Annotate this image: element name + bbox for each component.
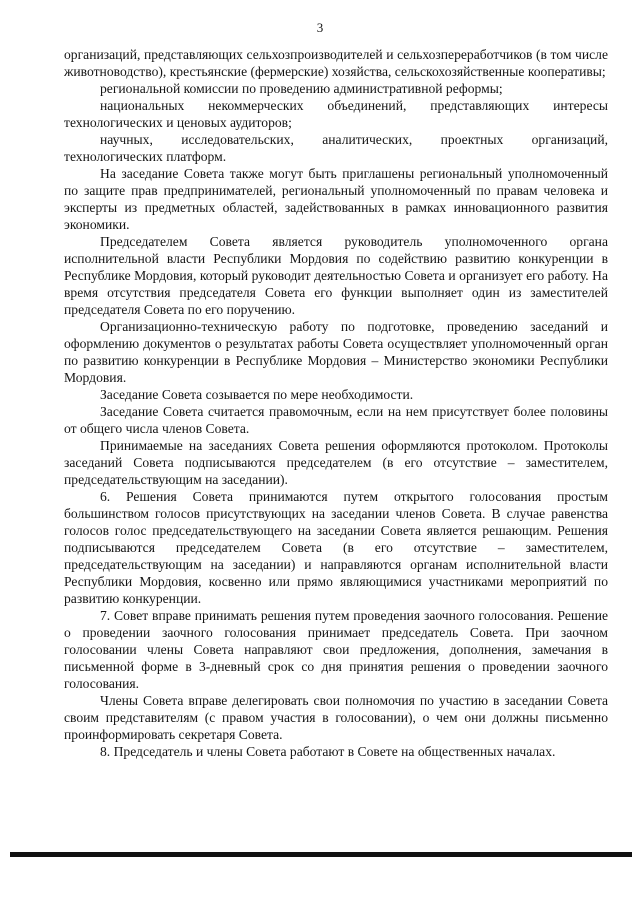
paragraph: 8. Председатель и члены Совета работают в Совете на общественных началах. [100, 744, 556, 759]
document-body [64, 46, 608, 760]
paragraph: Заседание Совета созывается по мере необходимости. [100, 387, 414, 402]
paragraph: региональной комиссии по проведению административной реформы; [100, 81, 503, 96]
paragraph: Принимаемые на заседаниях Совета решения оформляются протоколом. Протоколы заседаний Совета подписываются председателем (в его отсутствие – заместителем, председательствующим на заседании). [64, 438, 608, 487]
paragraph: национальных некоммерческих объединений, представляющих интересы технологических и ценовых аудиторов; [64, 98, 608, 130]
paragraph: Председателем Совета является руководитель уполномоченного органа исполнительной власти Республики Мордовия по содействию развитию конкуренции в Республике Мордовия, который руководит деятельностью Совета и организует его работу. На время отсутствия председателя Совета его функции выполняет один из заместителей председателя Совета по его поручению. [64, 234, 608, 317]
paragraph: 6. Решения Совета принимаются путем открытого голосования простым большинством голосов присутствующих на заседании членов Совета. В случае равенства голосов голос председательствующего на заседании Совета является решающим. Решения подписываются председателем Совета (в его отсутствие – заместителем, председательствующим на заседании) и направляются органам исполнительной власти Республики Мордовия, косвенно или прямо являющимися участниками мероприятий по развитию конкуренции. [64, 489, 608, 606]
paragraph: 7. Совет вправе принимать решения путем проведения заочного голосования. Решение о проведении заочного голосования принимает председатель Совета. При заочном голосовании члены Совета направляют свои предложения, дополнения, замечания в письменной форме в 3-дневный срок со дня принятия решения о проведении заочного голосования. [64, 608, 608, 691]
paragraph: Члены Совета вправе делегировать свои полномочия по участию в заседании Совета своим представителям (с правом участия в голосовании), о чем они должны письменно проинформировать секретаря Совета. [64, 693, 608, 742]
paragraph: организаций, представляющих сельхозпроизводителей и сельхозпереработчиков (в том числе животноводство), крестьянские (фермерские) хозяйства, сельскохозяйственные кооперативы; [64, 47, 608, 79]
paragraph: Организационно-техническую работу по подготовке, проведению заседаний и оформлению документов о результатах работы Совета осуществляет уполномоченный орган по развитию конкуренции в Республике Мордовия – Министерство экономики Республики Мордовия. [64, 319, 608, 385]
paragraph: научных, исследовательских, аналитических, проектных организаций, технологических платформ. [64, 132, 608, 164]
scan-edge-bar [10, 852, 632, 857]
paragraph: Заседание Совета считается правомочным, если на нем присутствует более половины от общего числа членов Совета. [64, 404, 608, 436]
page-number: 3 [316, 20, 324, 35]
paragraph: На заседание Совета также могут быть приглашены региональный уполномоченный по защите прав предпринимателей, региональный уполномоченный по правам человека и эксперты из предметных областей, задействованных в рамках инновационного развития экономики. [64, 166, 608, 232]
